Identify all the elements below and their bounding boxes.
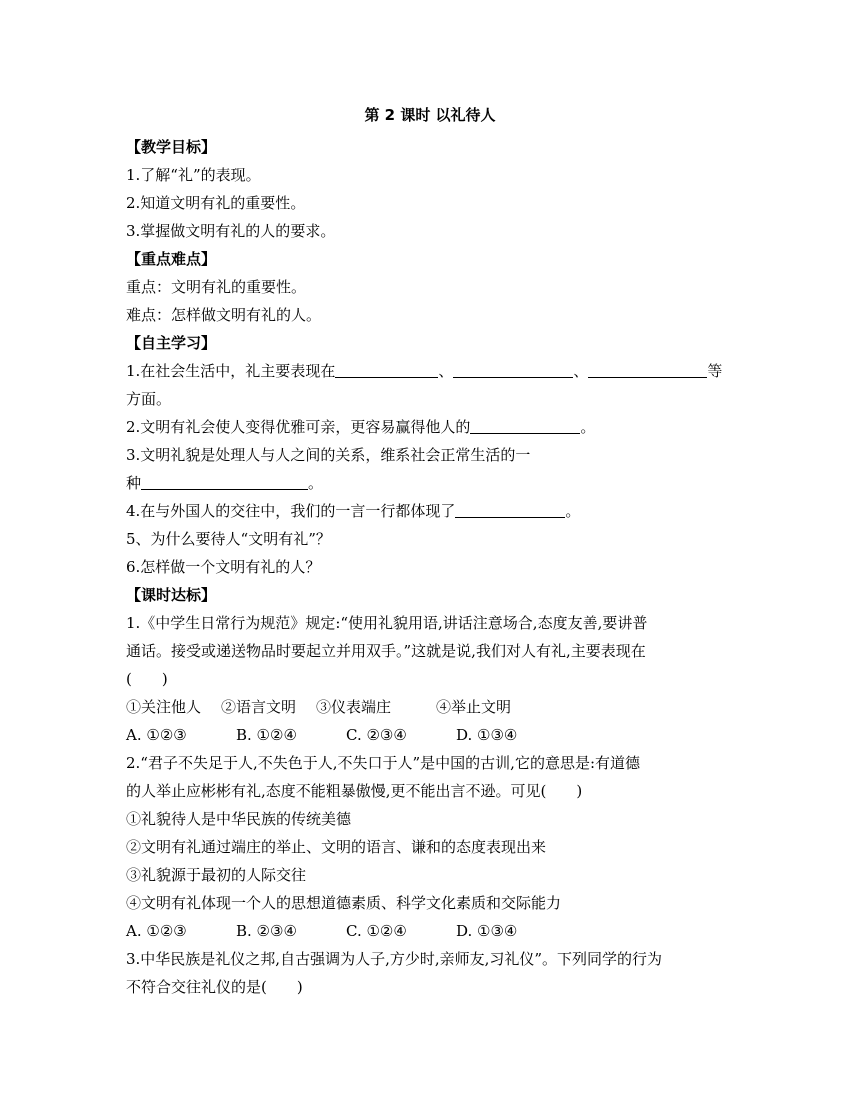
document-body [126, 133, 738, 1001]
statement-item: ①关注他人 [126, 698, 202, 716]
choice-option[interactable]: B. ②③④ [236, 922, 297, 940]
question-end: 等 [707, 362, 723, 380]
self-study-heading: 【自主学习】 [126, 334, 217, 352]
choice-option[interactable]: D. ①③④ [456, 726, 518, 744]
goals-heading: 【教学目标】 [126, 138, 217, 156]
difficult-point: 难点：怎样做文明有礼的人。 [126, 306, 322, 324]
choice-option[interactable]: C. ①②④ [346, 922, 407, 940]
question-1-choices [126, 721, 738, 749]
practice-question-1: 1.《中学生日常行为规范》规定:“使用礼貌用语,讲话注意场合,态度友善,要讲普 [126, 614, 648, 632]
key-point: 重点：文明有礼的重要性。 [126, 278, 307, 296]
practice-question-1-line-2: 通话。接受或递送物品时要起立并用双手。”这就是说,我们对人有礼,主要表现在 [126, 642, 646, 660]
statement-item: ③礼貌源于最初的人际交往 [126, 866, 307, 884]
answer-blank[interactable] [455, 501, 565, 518]
question-end: 。 [565, 502, 581, 520]
practice-question-3-line-2: 不符合交往礼仪的是( ) [126, 978, 303, 996]
question-text: 4.在与外国人的交往中，我们的一言一行都体现了 [126, 502, 456, 520]
self-question-2 [126, 413, 738, 441]
choice-option[interactable]: B. ①②④ [236, 726, 297, 744]
choice-option[interactable]: D. ①③④ [456, 922, 518, 940]
self-question-4 [126, 497, 738, 525]
statement-item: ④文明有礼体现一个人的思想道德素质、科学文化素质和交际能力 [126, 894, 562, 912]
page-title: 第 2 课时 以礼待人 [364, 106, 496, 124]
practice-question-2: 2.“君子不失足于人,不失色于人,不失口于人”是中国的古训,它的意思是:有道德 [126, 754, 641, 772]
question-end: 。 [308, 474, 324, 492]
answer-blank[interactable] [141, 473, 308, 490]
answer-blank[interactable] [453, 361, 573, 378]
answer-bracket: ( ) [126, 670, 168, 688]
statement-item: ①礼貌待人是中华民族的传统美德 [126, 810, 352, 828]
self-question-3-continuation [126, 469, 738, 497]
question-text: 种 [126, 474, 142, 492]
statement-item: ②文明有礼通过端庄的举止、文明的语言、谦和的态度表现出来 [126, 838, 547, 856]
statement-item: ③仪表端庄 [316, 698, 392, 716]
separator: 、 [573, 362, 589, 380]
choice-option[interactable]: C. ②③④ [346, 726, 407, 744]
self-question-1 [126, 357, 738, 385]
practice-question-3: 3.中华民族是礼仪之邦,自古强调为人子,方少时,亲师友,习礼仪”。下列同学的行为 [126, 950, 663, 968]
goal-item: 1.了解“礼”的表现。 [126, 166, 261, 184]
question-text: 1.在社会生活中，礼主要表现在 [126, 362, 336, 380]
answer-blank[interactable] [470, 417, 580, 434]
choice-option[interactable]: A. ①②③ [126, 922, 187, 940]
practice-heading: 【课时达标】 [126, 586, 217, 604]
goal-item: 3.掌握做文明有礼的人的要求。 [126, 222, 336, 240]
question-1-statements [126, 693, 738, 721]
statement-item: ②语言文明 [221, 698, 297, 716]
choice-option[interactable]: A. ①②③ [126, 726, 187, 744]
question-2-choices [126, 917, 738, 945]
goal-item: 2.知道文明有礼的重要性。 [126, 194, 306, 212]
key-heading: 【重点难点】 [126, 250, 217, 268]
answer-blank[interactable] [588, 361, 707, 378]
question-text: 2.文明有礼会使人变得优雅可亲，更容易赢得他人的 [126, 418, 471, 436]
question-end: 。 [580, 418, 596, 436]
self-question-3: 3.文明礼貌是处理人与人之间的关系，维系社会正常生活的一 [126, 446, 531, 464]
question-continuation: 方面。 [126, 390, 172, 408]
answer-blank[interactable] [335, 361, 438, 378]
self-question-5: 5、为什么要待人“文明有礼”？ [126, 530, 331, 548]
self-question-6: 6.怎样做一个文明有礼的人？ [126, 558, 321, 576]
separator: 、 [438, 362, 454, 380]
practice-question-2-line-2: 的人举止应彬彬有礼,态度不能粗暴傲慢,更不能出言不逊。可见( ) [126, 782, 583, 800]
statement-item: ④举止文明 [436, 698, 512, 716]
